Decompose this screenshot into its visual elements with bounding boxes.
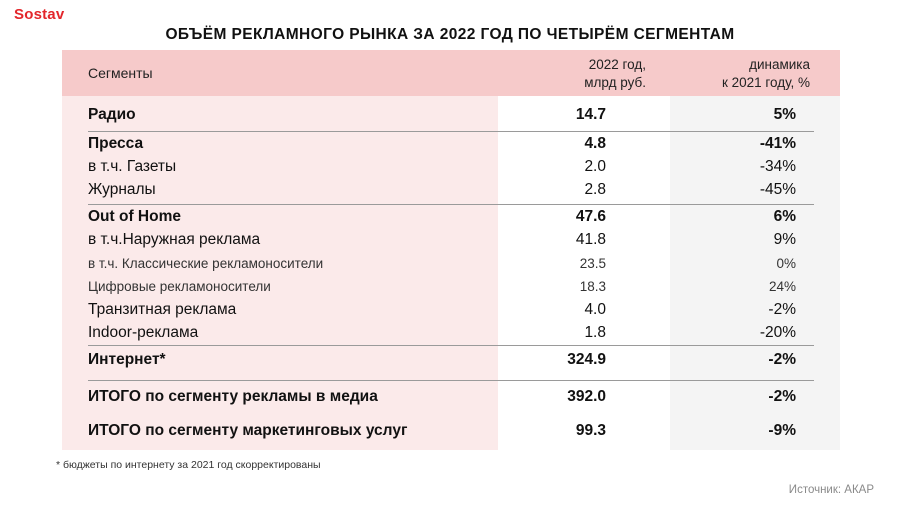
table-row-indoor [62, 322, 840, 344]
header-dynamics-line2: к 2021 году, % [721, 75, 810, 90]
table-row-total-media [62, 386, 840, 408]
row-value: 41.8 [575, 231, 606, 248]
row-value: 99.3 [575, 422, 606, 439]
row-label: Цифровые рекламоносители [88, 279, 271, 294]
row-dynamics: -45% [759, 181, 796, 198]
row-label: Радио [88, 106, 136, 123]
row-label: ИТОГО по сегменту рекламы в медиа [88, 388, 378, 405]
row-value: 47.6 [575, 208, 606, 225]
row-separator [88, 345, 814, 346]
row-value: 1.8 [584, 324, 606, 341]
market-table [62, 50, 840, 450]
table-row-out-of-home [62, 206, 840, 228]
table-row-transit [62, 299, 840, 321]
row-dynamics: -41% [759, 135, 796, 152]
footnote: * бюджеты по интернету за 2021 год скорректированы [56, 459, 321, 471]
table-row-internet [62, 349, 840, 371]
row-dynamics: -34% [759, 158, 796, 175]
header-value [498, 56, 670, 92]
row-dynamics: -9% [768, 422, 796, 439]
row-value: 18.3 [579, 279, 606, 294]
row-label: ИТОГО по сегменту маркетинговых услуг [88, 422, 408, 439]
header-dynamics [670, 56, 840, 92]
row-dynamics: 24% [768, 279, 796, 294]
row-value: 23.5 [579, 256, 606, 271]
row-dynamics: 5% [773, 106, 796, 123]
source-credit: Источник: АКАР [788, 484, 874, 496]
table-row-classic-carriers [62, 253, 840, 275]
row-separator [88, 380, 814, 381]
table-row-magazines [62, 179, 840, 201]
row-value: 4.0 [584, 301, 606, 318]
row-label: в т.ч. Газеты [88, 158, 177, 175]
table-row-total-marketing [62, 420, 840, 442]
row-value: 14.7 [575, 106, 606, 123]
table-row-outdoor [62, 229, 840, 251]
row-value: 392.0 [567, 388, 606, 405]
row-dynamics: 0% [776, 256, 796, 271]
row-separator [88, 204, 814, 205]
table-row-newspapers [62, 156, 840, 178]
row-dynamics: -2% [768, 388, 796, 405]
sostav-logo: Sostav [14, 6, 65, 23]
row-value: 4.8 [584, 135, 606, 152]
header-segments: Сегменты [88, 65, 153, 81]
row-dynamics: 6% [773, 208, 796, 225]
row-label: Indoor-реклама [88, 324, 199, 341]
row-value: 2.0 [584, 158, 606, 175]
page-title: ОБЪЁМ РЕКЛАМНОГО РЫНКА ЗА 2022 ГОД ПО ЧЕТЫРЁМ СЕГМЕНТАМ [165, 26, 735, 43]
row-dynamics: -2% [768, 301, 796, 318]
row-label: Пресса [88, 135, 144, 152]
header-value-line2: млрд руб. [584, 75, 646, 90]
row-label: Интернет* [88, 351, 166, 368]
row-label: в т.ч. Классические рекламоносители [88, 256, 324, 271]
row-label: Транзитная реклама [88, 301, 237, 318]
table-row-digital-carriers [62, 276, 840, 298]
row-dynamics: -20% [759, 324, 796, 341]
row-value: 324.9 [567, 351, 606, 368]
row-label: Out of Home [88, 208, 181, 225]
row-separator [88, 131, 814, 132]
row-dynamics: -2% [768, 351, 796, 368]
header-dynamics-line1: динамика [749, 57, 810, 72]
table-row-press [62, 133, 840, 155]
row-value: 2.8 [584, 181, 606, 198]
row-label: в т.ч.Наружная реклама [88, 231, 261, 248]
header-value-line1: 2022 год, [588, 57, 646, 72]
row-dynamics: 9% [773, 231, 796, 248]
table-row-radio [62, 104, 840, 126]
row-label: Журналы [88, 181, 156, 198]
